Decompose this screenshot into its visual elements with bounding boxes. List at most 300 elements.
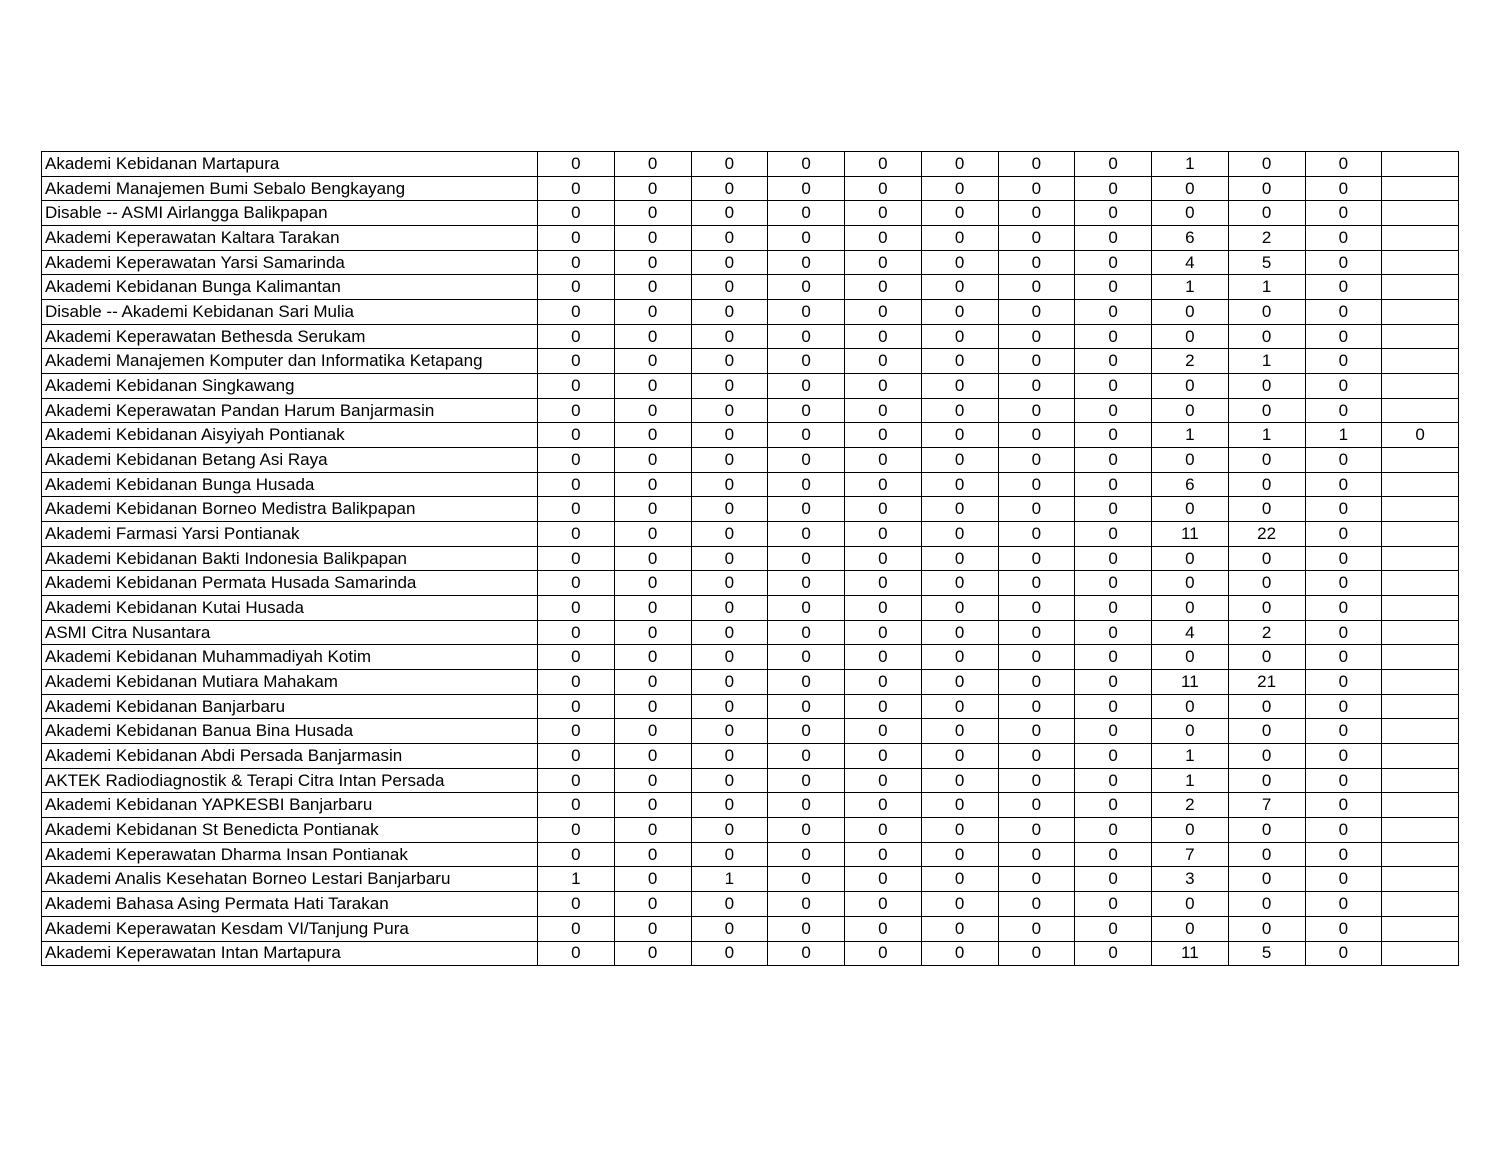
value-cell: 0 (768, 349, 845, 374)
value-cell: 0 (691, 176, 768, 201)
value-cell: 0 (1152, 300, 1229, 325)
value-cell: 0 (1152, 719, 1229, 744)
value-cell: 0 (921, 620, 998, 645)
value-cell: 0 (1382, 423, 1459, 448)
value-cell: 0 (1228, 892, 1305, 917)
value-cell: 0 (768, 423, 845, 448)
institution-name-cell: Akademi Kebidanan Bunga Husada (42, 472, 538, 497)
value-cell: 0 (998, 916, 1075, 941)
value-cell: 0 (845, 744, 922, 769)
value-cell: 0 (1152, 448, 1229, 473)
value-cell: 0 (998, 250, 1075, 275)
value-cell: 0 (845, 596, 922, 621)
table-row (42, 818, 1459, 843)
value-cell: 0 (768, 472, 845, 497)
value-cell: 0 (845, 694, 922, 719)
value-cell: 4 (1152, 250, 1229, 275)
value-cell: 0 (998, 892, 1075, 917)
value-cell: 0 (1305, 620, 1382, 645)
value-cell: 0 (1305, 694, 1382, 719)
value-cell: 0 (1075, 226, 1152, 251)
value-cell (1382, 645, 1459, 670)
value-cell (1382, 546, 1459, 571)
value-cell: 0 (1305, 250, 1382, 275)
value-cell (1382, 941, 1459, 966)
value-cell (1382, 571, 1459, 596)
value-cell: 0 (538, 620, 615, 645)
value-cell: 0 (768, 226, 845, 251)
value-cell: 0 (538, 152, 615, 177)
value-cell: 0 (1305, 645, 1382, 670)
value-cell: 0 (845, 645, 922, 670)
value-cell: 0 (768, 374, 845, 399)
value-cell (1382, 793, 1459, 818)
table-row (42, 497, 1459, 522)
table-row (42, 571, 1459, 596)
value-cell: 0 (1075, 472, 1152, 497)
value-cell: 1 (691, 867, 768, 892)
value-cell: 0 (614, 941, 691, 966)
value-cell: 0 (691, 892, 768, 917)
value-cell: 0 (691, 226, 768, 251)
table-row (42, 670, 1459, 695)
value-cell: 0 (1075, 201, 1152, 226)
value-cell: 0 (691, 916, 768, 941)
value-cell: 0 (691, 768, 768, 793)
value-cell: 0 (1305, 546, 1382, 571)
value-cell (1382, 892, 1459, 917)
value-cell: 0 (921, 250, 998, 275)
value-cell: 0 (1228, 694, 1305, 719)
value-cell: 0 (1152, 818, 1229, 843)
value-cell: 0 (691, 818, 768, 843)
value-cell: 0 (1305, 867, 1382, 892)
value-cell: 0 (1152, 201, 1229, 226)
table-row (42, 744, 1459, 769)
value-cell: 0 (845, 176, 922, 201)
institution-name-cell: Akademi Bahasa Asing Permata Hati Tarakan (42, 892, 538, 917)
value-cell: 0 (845, 546, 922, 571)
value-cell: 0 (998, 176, 1075, 201)
value-cell: 0 (614, 448, 691, 473)
value-cell: 2 (1228, 226, 1305, 251)
institution-name-cell: Akademi Kebidanan Aisyiyah Pontianak (42, 423, 538, 448)
value-cell: 0 (614, 793, 691, 818)
value-cell: 5 (1228, 941, 1305, 966)
value-cell: 0 (538, 892, 615, 917)
value-cell: 0 (538, 719, 615, 744)
value-cell: 0 (614, 250, 691, 275)
value-cell: 0 (691, 842, 768, 867)
value-cell: 0 (921, 793, 998, 818)
table-row (42, 793, 1459, 818)
value-cell: 0 (921, 324, 998, 349)
value-cell: 0 (1152, 176, 1229, 201)
value-cell: 0 (998, 423, 1075, 448)
value-cell: 0 (1075, 744, 1152, 769)
value-cell: 0 (1305, 744, 1382, 769)
value-cell: 11 (1152, 941, 1229, 966)
value-cell: 0 (538, 398, 615, 423)
value-cell: 0 (921, 226, 998, 251)
value-cell: 0 (1305, 300, 1382, 325)
value-cell: 0 (614, 176, 691, 201)
value-cell: 0 (1075, 497, 1152, 522)
value-cell: 0 (921, 300, 998, 325)
value-cell: 0 (845, 201, 922, 226)
value-cell: 5 (1228, 250, 1305, 275)
value-cell (1382, 694, 1459, 719)
table-row (42, 472, 1459, 497)
value-cell: 0 (1305, 497, 1382, 522)
value-cell: 0 (845, 349, 922, 374)
value-cell: 0 (1075, 324, 1152, 349)
value-cell (1382, 719, 1459, 744)
institution-name-cell: Akademi Keperawatan Dharma Insan Pontianak (42, 842, 538, 867)
value-cell: 0 (845, 842, 922, 867)
value-cell: 0 (998, 744, 1075, 769)
value-cell (1382, 818, 1459, 843)
value-cell: 0 (998, 620, 1075, 645)
table-row (42, 275, 1459, 300)
value-cell: 0 (845, 250, 922, 275)
value-cell: 0 (691, 694, 768, 719)
value-cell: 0 (921, 448, 998, 473)
value-cell (1382, 744, 1459, 769)
value-cell: 0 (538, 275, 615, 300)
value-cell: 0 (921, 768, 998, 793)
value-cell: 0 (1075, 620, 1152, 645)
value-cell: 0 (691, 571, 768, 596)
value-cell: 0 (614, 201, 691, 226)
value-cell: 0 (691, 423, 768, 448)
table-row (42, 546, 1459, 571)
value-cell: 0 (921, 176, 998, 201)
value-cell: 0 (1075, 423, 1152, 448)
value-cell: 0 (845, 941, 922, 966)
value-cell: 0 (614, 546, 691, 571)
institution-name-cell: Akademi Kebidanan YAPKESBI Banjarbaru (42, 793, 538, 818)
value-cell: 0 (691, 398, 768, 423)
value-cell: 0 (845, 423, 922, 448)
value-cell: 0 (1075, 842, 1152, 867)
value-cell: 0 (691, 448, 768, 473)
value-cell: 6 (1152, 226, 1229, 251)
value-cell: 0 (1075, 941, 1152, 966)
value-cell: 0 (1305, 596, 1382, 621)
value-cell: 0 (1305, 226, 1382, 251)
value-cell: 0 (1305, 892, 1382, 917)
value-cell: 0 (998, 472, 1075, 497)
value-cell: 0 (1075, 349, 1152, 374)
value-cell: 0 (998, 867, 1075, 892)
institution-name-cell: Akademi Analis Kesehatan Borneo Lestari Banjarbaru (42, 867, 538, 892)
value-cell: 0 (998, 349, 1075, 374)
value-cell: 0 (1305, 201, 1382, 226)
institution-name-cell: Disable -- ASMI Airlangga Balikpapan (42, 201, 538, 226)
value-cell: 2 (1152, 349, 1229, 374)
value-cell: 0 (921, 201, 998, 226)
institution-name-cell: Akademi Keperawatan Bethesda Serukam (42, 324, 538, 349)
value-cell: 0 (614, 275, 691, 300)
value-cell: 0 (691, 596, 768, 621)
value-cell: 0 (768, 324, 845, 349)
value-cell: 0 (1228, 300, 1305, 325)
institution-name-cell: Akademi Keperawatan Kesdam VI/Tanjung Pura (42, 916, 538, 941)
value-cell: 0 (998, 152, 1075, 177)
value-cell: 0 (998, 324, 1075, 349)
value-cell: 0 (1228, 176, 1305, 201)
value-cell: 0 (998, 546, 1075, 571)
table-row (42, 176, 1459, 201)
value-cell: 0 (538, 176, 615, 201)
data-table (41, 151, 1459, 966)
value-cell: 0 (1075, 275, 1152, 300)
value-cell: 0 (691, 374, 768, 399)
value-cell: 0 (614, 892, 691, 917)
value-cell: 0 (768, 152, 845, 177)
table-row (42, 941, 1459, 966)
value-cell: 0 (538, 793, 615, 818)
value-cell: 0 (614, 818, 691, 843)
value-cell: 0 (921, 892, 998, 917)
value-cell: 0 (538, 842, 615, 867)
value-cell: 0 (845, 670, 922, 695)
value-cell: 0 (845, 398, 922, 423)
value-cell: 0 (538, 497, 615, 522)
value-cell: 0 (1228, 867, 1305, 892)
value-cell: 0 (691, 620, 768, 645)
value-cell: 0 (845, 448, 922, 473)
value-cell: 0 (845, 719, 922, 744)
value-cell: 0 (614, 324, 691, 349)
institution-name-cell: Akademi Keperawatan Yarsi Samarinda (42, 250, 538, 275)
value-cell: 0 (1228, 201, 1305, 226)
table-row (42, 423, 1459, 448)
value-cell: 0 (921, 152, 998, 177)
value-cell: 2 (1228, 620, 1305, 645)
value-cell: 0 (998, 793, 1075, 818)
table-row (42, 201, 1459, 226)
value-cell: 0 (1305, 398, 1382, 423)
value-cell: 0 (1228, 719, 1305, 744)
institution-name-cell: Disable -- Akademi Kebidanan Sari Mulia (42, 300, 538, 325)
value-cell: 0 (691, 349, 768, 374)
value-cell: 0 (614, 744, 691, 769)
value-cell: 0 (1075, 571, 1152, 596)
value-cell: 11 (1152, 670, 1229, 695)
value-cell: 0 (998, 571, 1075, 596)
value-cell (1382, 620, 1459, 645)
institution-name-cell: Akademi Kebidanan Singkawang (42, 374, 538, 399)
value-cell: 0 (691, 472, 768, 497)
value-cell: 0 (614, 645, 691, 670)
value-cell: 0 (998, 226, 1075, 251)
value-cell: 0 (1075, 793, 1152, 818)
value-cell: 1 (1228, 275, 1305, 300)
value-cell: 0 (1305, 448, 1382, 473)
institution-name-cell: Akademi Farmasi Yarsi Pontianak (42, 522, 538, 547)
value-cell: 0 (921, 670, 998, 695)
value-cell: 0 (1228, 324, 1305, 349)
value-cell (1382, 374, 1459, 399)
value-cell: 0 (998, 300, 1075, 325)
value-cell: 7 (1152, 842, 1229, 867)
value-cell: 0 (691, 744, 768, 769)
value-cell (1382, 842, 1459, 867)
institution-name-cell: Akademi Kebidanan Bunga Kalimantan (42, 275, 538, 300)
value-cell: 0 (921, 522, 998, 547)
table-row (42, 867, 1459, 892)
value-cell: 0 (1075, 176, 1152, 201)
value-cell: 0 (768, 398, 845, 423)
value-cell: 0 (768, 546, 845, 571)
value-cell: 0 (921, 941, 998, 966)
value-cell: 22 (1228, 522, 1305, 547)
institution-name-cell: AKTEK Radiodiagnostik & Terapi Citra Intan Persada (42, 768, 538, 793)
table-row (42, 842, 1459, 867)
table-row (42, 596, 1459, 621)
value-cell: 0 (1075, 916, 1152, 941)
table-row (42, 448, 1459, 473)
value-cell: 0 (538, 300, 615, 325)
value-cell: 1 (1228, 423, 1305, 448)
value-cell: 0 (1228, 448, 1305, 473)
value-cell: 0 (691, 645, 768, 670)
value-cell: 0 (1305, 324, 1382, 349)
institution-name-cell: Akademi Manajemen Bumi Sebalo Bengkayang (42, 176, 538, 201)
value-cell: 0 (614, 152, 691, 177)
value-cell: 0 (614, 349, 691, 374)
value-cell: 0 (538, 818, 615, 843)
institution-name-cell: Akademi Keperawatan Kaltara Tarakan (42, 226, 538, 251)
value-cell: 0 (921, 275, 998, 300)
value-cell (1382, 176, 1459, 201)
value-cell: 0 (538, 324, 615, 349)
value-cell: 0 (998, 448, 1075, 473)
value-cell: 0 (921, 497, 998, 522)
value-cell: 0 (1305, 768, 1382, 793)
value-cell: 0 (768, 596, 845, 621)
value-cell: 6 (1152, 472, 1229, 497)
value-cell: 0 (768, 497, 845, 522)
value-cell: 0 (1152, 916, 1229, 941)
institution-name-cell: Akademi Kebidanan Mutiara Mahakam (42, 670, 538, 695)
value-cell: 0 (614, 670, 691, 695)
value-cell: 0 (921, 719, 998, 744)
value-cell: 0 (1228, 398, 1305, 423)
value-cell: 0 (845, 152, 922, 177)
table-row (42, 349, 1459, 374)
institution-name-cell: Akademi Kebidanan St Benedicta Pontianak (42, 818, 538, 843)
value-cell: 0 (998, 842, 1075, 867)
value-cell: 0 (538, 374, 615, 399)
value-cell: 0 (921, 694, 998, 719)
institution-name-cell: Akademi Kebidanan Muhammadiyah Kotim (42, 645, 538, 670)
value-cell: 21 (1228, 670, 1305, 695)
value-cell: 0 (1228, 596, 1305, 621)
value-cell: 0 (768, 620, 845, 645)
table-row (42, 645, 1459, 670)
value-cell: 4 (1152, 620, 1229, 645)
value-cell: 0 (1152, 892, 1229, 917)
value-cell: 0 (845, 472, 922, 497)
value-cell: 0 (1305, 571, 1382, 596)
value-cell (1382, 867, 1459, 892)
value-cell: 0 (768, 916, 845, 941)
table-body (42, 152, 1459, 966)
value-cell: 0 (921, 398, 998, 423)
value-cell (1382, 300, 1459, 325)
institution-name-cell: Akademi Kebidanan Betang Asi Raya (42, 448, 538, 473)
value-cell: 0 (1228, 497, 1305, 522)
value-cell: 0 (691, 324, 768, 349)
institution-name-cell: Akademi Kebidanan Permata Husada Samarinda (42, 571, 538, 596)
value-cell: 0 (1305, 818, 1382, 843)
value-cell: 0 (614, 472, 691, 497)
value-cell: 0 (845, 793, 922, 818)
value-cell: 0 (691, 152, 768, 177)
value-cell: 0 (1075, 596, 1152, 621)
value-cell: 0 (998, 497, 1075, 522)
value-cell: 0 (691, 522, 768, 547)
value-cell: 0 (1305, 916, 1382, 941)
value-cell (1382, 472, 1459, 497)
value-cell: 0 (691, 546, 768, 571)
table-row (42, 374, 1459, 399)
value-cell: 0 (538, 670, 615, 695)
value-cell: 0 (998, 645, 1075, 670)
value-cell: 0 (998, 398, 1075, 423)
value-cell: 0 (921, 546, 998, 571)
value-cell: 0 (1152, 546, 1229, 571)
value-cell (1382, 152, 1459, 177)
value-cell: 0 (1075, 152, 1152, 177)
value-cell: 0 (691, 719, 768, 744)
table-row (42, 300, 1459, 325)
institution-name-cell: Akademi Kebidanan Abdi Persada Banjarmasin (42, 744, 538, 769)
institution-name-cell: Akademi Kebidanan Bakti Indonesia Balikpapan (42, 546, 538, 571)
value-cell: 0 (538, 571, 615, 596)
value-cell: 0 (614, 719, 691, 744)
value-cell: 0 (691, 250, 768, 275)
value-cell: 0 (1152, 694, 1229, 719)
value-cell: 0 (1228, 744, 1305, 769)
value-cell: 0 (921, 818, 998, 843)
value-cell: 0 (921, 472, 998, 497)
value-cell: 3 (1152, 867, 1229, 892)
value-cell: 0 (1305, 670, 1382, 695)
value-cell: 0 (998, 941, 1075, 966)
value-cell: 0 (845, 275, 922, 300)
value-cell: 0 (768, 522, 845, 547)
value-cell: 0 (845, 300, 922, 325)
value-cell: 0 (538, 472, 615, 497)
value-cell: 0 (614, 842, 691, 867)
value-cell (1382, 250, 1459, 275)
institution-name-cell: Akademi Keperawatan Intan Martapura (42, 941, 538, 966)
value-cell: 0 (538, 694, 615, 719)
institution-name-cell: Akademi Kebidanan Martapura (42, 152, 538, 177)
value-cell: 0 (1075, 448, 1152, 473)
value-cell: 0 (921, 596, 998, 621)
value-cell (1382, 398, 1459, 423)
value-cell: 0 (921, 842, 998, 867)
value-cell (1382, 201, 1459, 226)
value-cell: 1 (1152, 744, 1229, 769)
value-cell: 0 (845, 522, 922, 547)
table-row (42, 892, 1459, 917)
